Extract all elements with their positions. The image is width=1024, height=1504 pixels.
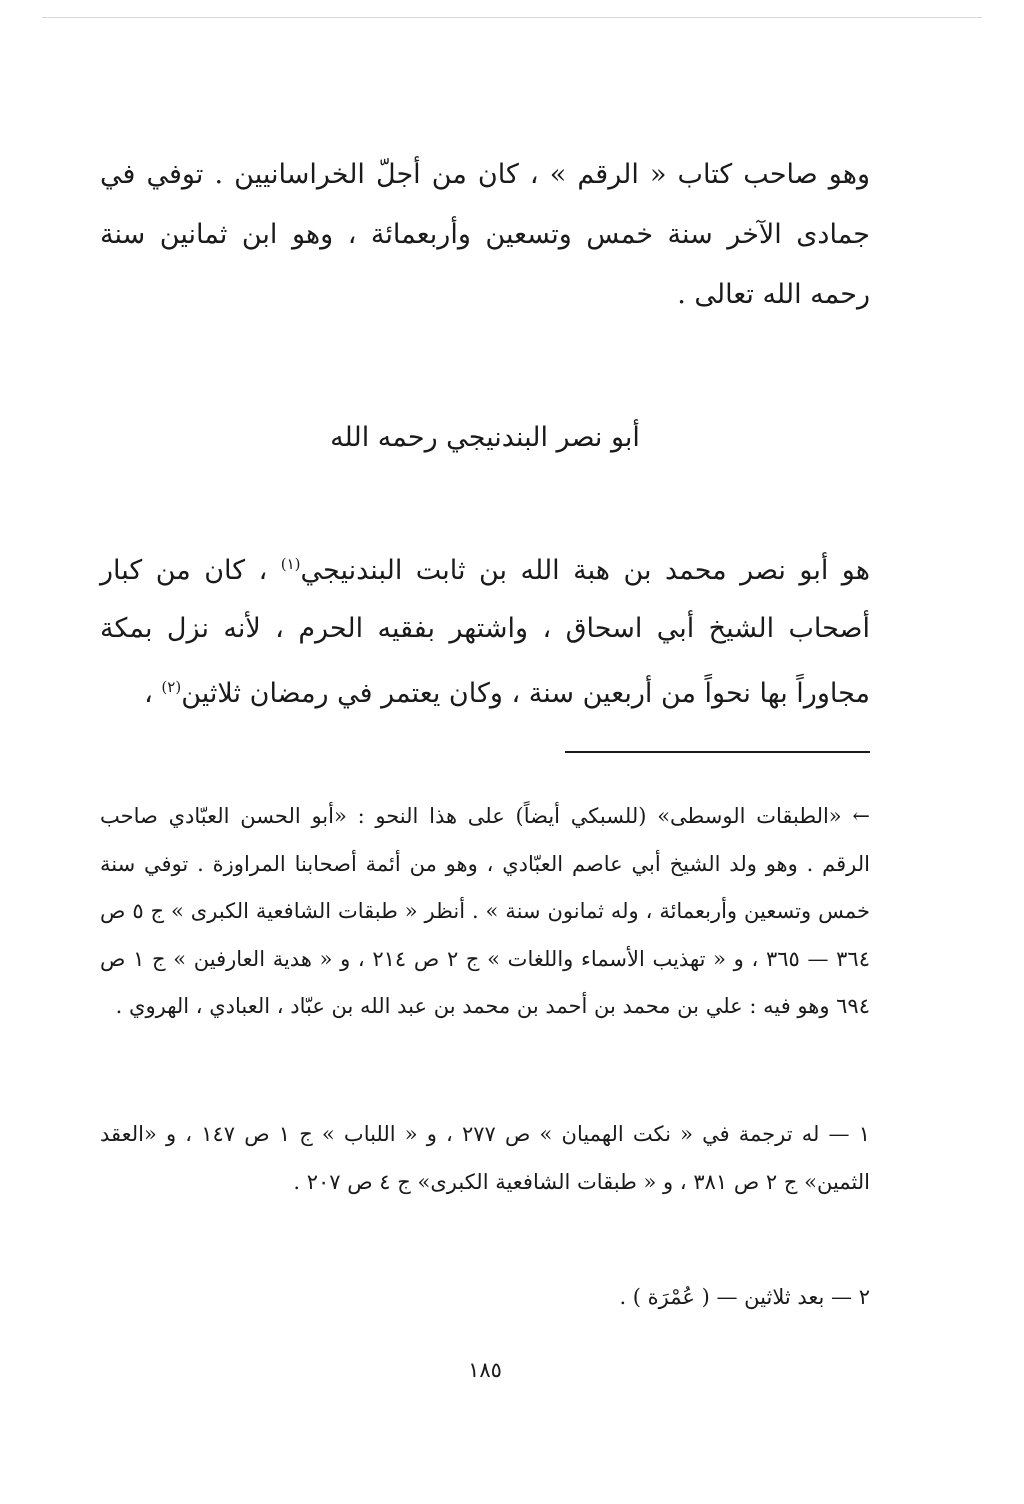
footnote-separator: [565, 751, 870, 753]
biography-text-part-1: هو أبو نصر محمد بن هبة الله بن ثابت البندنيجي: [300, 555, 870, 586]
page-number: ١٨٥: [468, 1358, 502, 1382]
footnote-reference-2: (٢): [161, 678, 182, 696]
book-page: [100, 0, 870, 1504]
footnote-reference-1: (١): [280, 555, 301, 573]
footnote-continuation: ← «الطبقات الوسطى» (للسبكي أيضاً) على هذا النحو : «أبو الحسن العبّادي صاحب الرقم . وهو ولد الشيخ أبي عاصم العبّادي ، وهو من أئمة أصحابنا المراوزة . توفي سنة خمس وتسعين وأربعمائة ، وله ثمانون سنة » . أنظر « طبقات الشافعية الكبرى » ج ٥ ص ٣٦٤ — ٣٦٥ ، و « تهذيب الأسماء واللغات » ج ٢ ص ٢١٤ ، و « هدية العارفين » ج ١ ص ٦٩٤ وهو فيه : علي بن محمد بن أحمد بن محمد بن عبد الله بن عبّاد ، العبادي ، الهروي .: [100, 804, 870, 1018]
section-heading: أبو نصر البندنيجي رحمه الله: [330, 422, 640, 453]
biography-text-part-3: ،: [144, 678, 162, 709]
biography-paragraph: [100, 535, 870, 723]
footnote-2: ٢ — بعد ثلاثين — ( عُمْرَة ) .: [619, 1285, 870, 1309]
footnote-1: ١ — له ترجمة في « نكت الهميان » ص ٢٧٧ ، و « اللباب » ج ١ ص ١٤٧ ، و «العقد الثمين» ج ٢ ص ٣٨١ ، و « طبقات الشافعية الكبرى» ج ٤ ص ٢٠٧ .: [100, 1122, 870, 1194]
opening-paragraph: وهو صاحب كتاب « الرقم » ، كان من أجلّ الخراسانيين . توفي في جمادى الآخر سنة خمس وتسعين وأربعمائة ، وهو ابن ثمانين سنة رحمه الله تعالى .: [100, 159, 870, 310]
biography-text-part-2: ، كان من كبار أصحاب الشيخ أبي اسحاق ، واشتهر بفقيه الحرم ، لأنه نزل بمكة مجاوراً بها نحواً من أربعين سنة ، وكان يعتمر في رمضان ثلاثين: [100, 555, 870, 709]
